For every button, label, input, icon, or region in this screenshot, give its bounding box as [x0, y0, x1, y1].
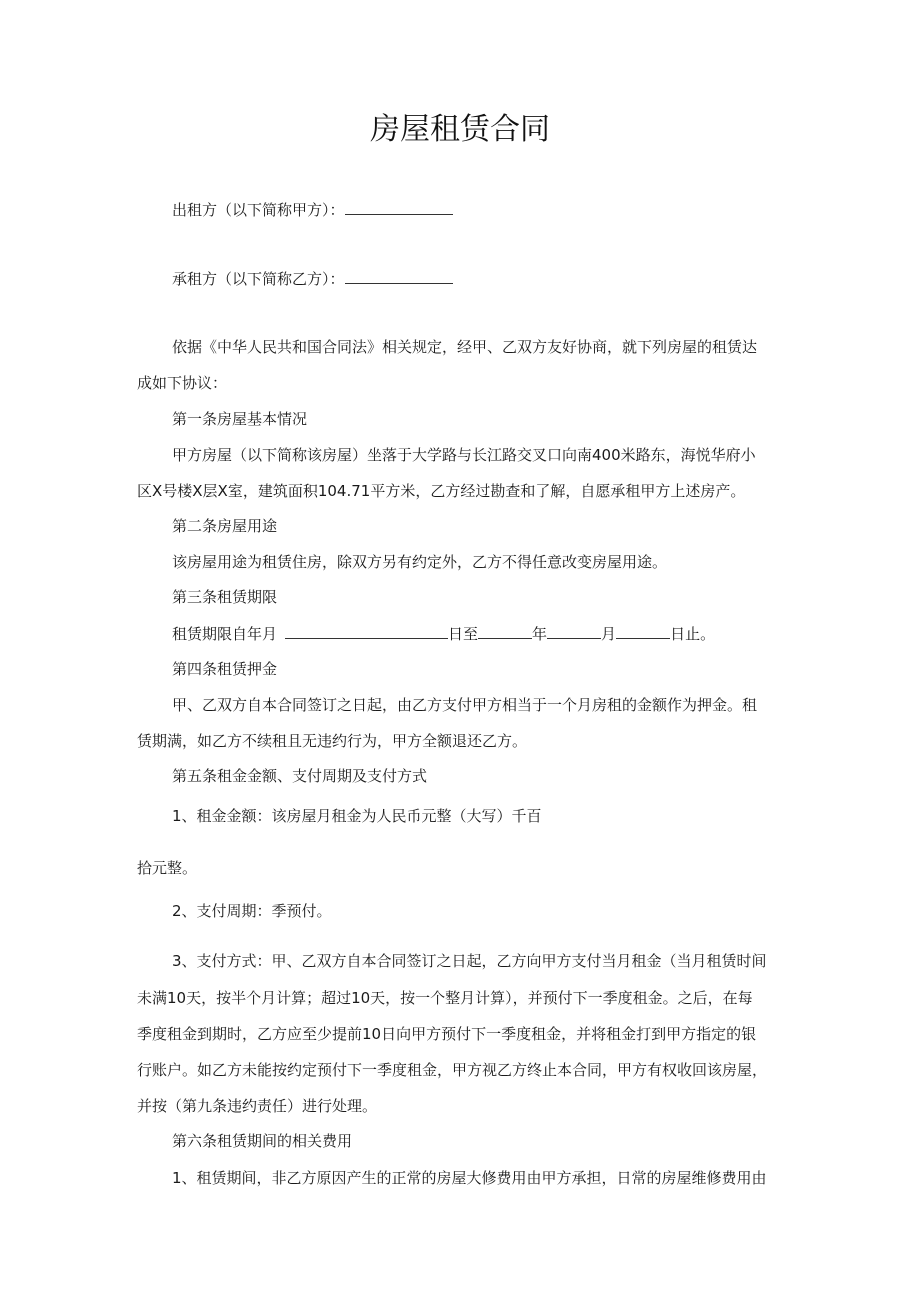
- article-5-item-2: 2、支付周期：季预付。: [172, 902, 332, 920]
- lessor-blank: [345, 199, 453, 215]
- article-6-heading: 第六条租赁期间的相关费用: [172, 1132, 353, 1150]
- term-blank-year: [478, 623, 532, 639]
- article-5-item-3-line-2: 未满10天，按半个月计算；超过10天，按一个整月计算），并预付下一季度租金。之后，在每: [137, 989, 753, 1007]
- article-1-heading: 第一条房屋基本情况: [172, 410, 308, 428]
- article-5-item-3-line-3: 季度租金到期时，乙方应至少提前10日向甲方预付下一季度租金，并将租金打到甲方指定的银: [137, 1025, 757, 1043]
- term-prefix: 租赁期限自年月: [172, 625, 278, 643]
- term-year: 年: [532, 625, 548, 643]
- term-blank-start: [285, 623, 448, 639]
- article-6-item-1-line-1: 1、租赁期间，非乙方原因产生的正常的房屋大修费用由甲方承担，日常的房屋维修费用由: [172, 1169, 767, 1187]
- lessee-blank: [345, 268, 453, 284]
- article-5-item-3-line-4: 行账户。如乙方未能按约定预付下一季度租金，甲方视乙方终止本合同，甲方有权收回该房屋，: [137, 1061, 768, 1079]
- article-2-line-1: 该房屋用途为租赁住房，除双方另有约定外，乙方不得任意改变房屋用途。: [172, 553, 668, 571]
- lessee-line: [172, 268, 453, 289]
- article-5-heading: 第五条租金金额、支付周期及支付方式: [172, 767, 428, 785]
- term-month: 月: [601, 625, 617, 643]
- term-blank-month: [547, 623, 601, 639]
- article-5-item-1-cont: 拾元整。: [137, 859, 198, 877]
- article-5-item-3-line-5: 并按（第九条违约责任）进行处理。: [137, 1097, 378, 1115]
- article-3-heading: 第三条租赁期限: [172, 588, 278, 606]
- article-1-line-2: 区X号楼X层X室，建筑面积104.71平方米，乙方经过勘查和了解，自愿承租甲方上述房产。: [137, 482, 746, 500]
- article-1-line-1: 甲方房屋（以下简称该房屋）坐落于大学路与长江路交叉口向南400米路东，海悦华府小: [172, 446, 756, 464]
- article-4-heading: 第四条租赁押金: [172, 660, 278, 678]
- article-4-line-2: 赁期满，如乙方不续租且无违约行为，甲方全额退还乙方。: [137, 732, 528, 750]
- lessor-line: [172, 199, 453, 220]
- article-5-item-1: 1、租金金额：该房屋月租金为人民币元整（大写）千百: [172, 807, 542, 825]
- article-3-term-line: [172, 623, 715, 644]
- preamble-line-1: 依据《中华人民共和国合同法》相关规定，经甲、乙双方友好协商，就下列房屋的租赁达: [172, 338, 758, 356]
- lessor-label: 出租方（以下简称甲方）：: [172, 201, 345, 219]
- term-day-end: 日止。: [670, 625, 716, 643]
- term-day-start: 日至: [448, 625, 479, 643]
- article-4-line-1: 甲、乙双方自本合同签订之日起，由乙方支付甲方相当于一个月房租的金额作为押金。租: [172, 696, 758, 714]
- article-5-item-3-line-1: 3、支付方式：甲、乙双方自本合同签订之日起，乙方向甲方支付当月租金（当月租赁时间: [172, 952, 767, 970]
- preamble-line-2: 成如下协议：: [137, 374, 228, 392]
- article-2-heading: 第二条房屋用途: [172, 517, 278, 535]
- document-title: 房屋租赁合同: [370, 112, 550, 147]
- term-blank-day: [616, 623, 670, 639]
- lessee-label: 承租方（以下简称乙方）：: [172, 270, 345, 288]
